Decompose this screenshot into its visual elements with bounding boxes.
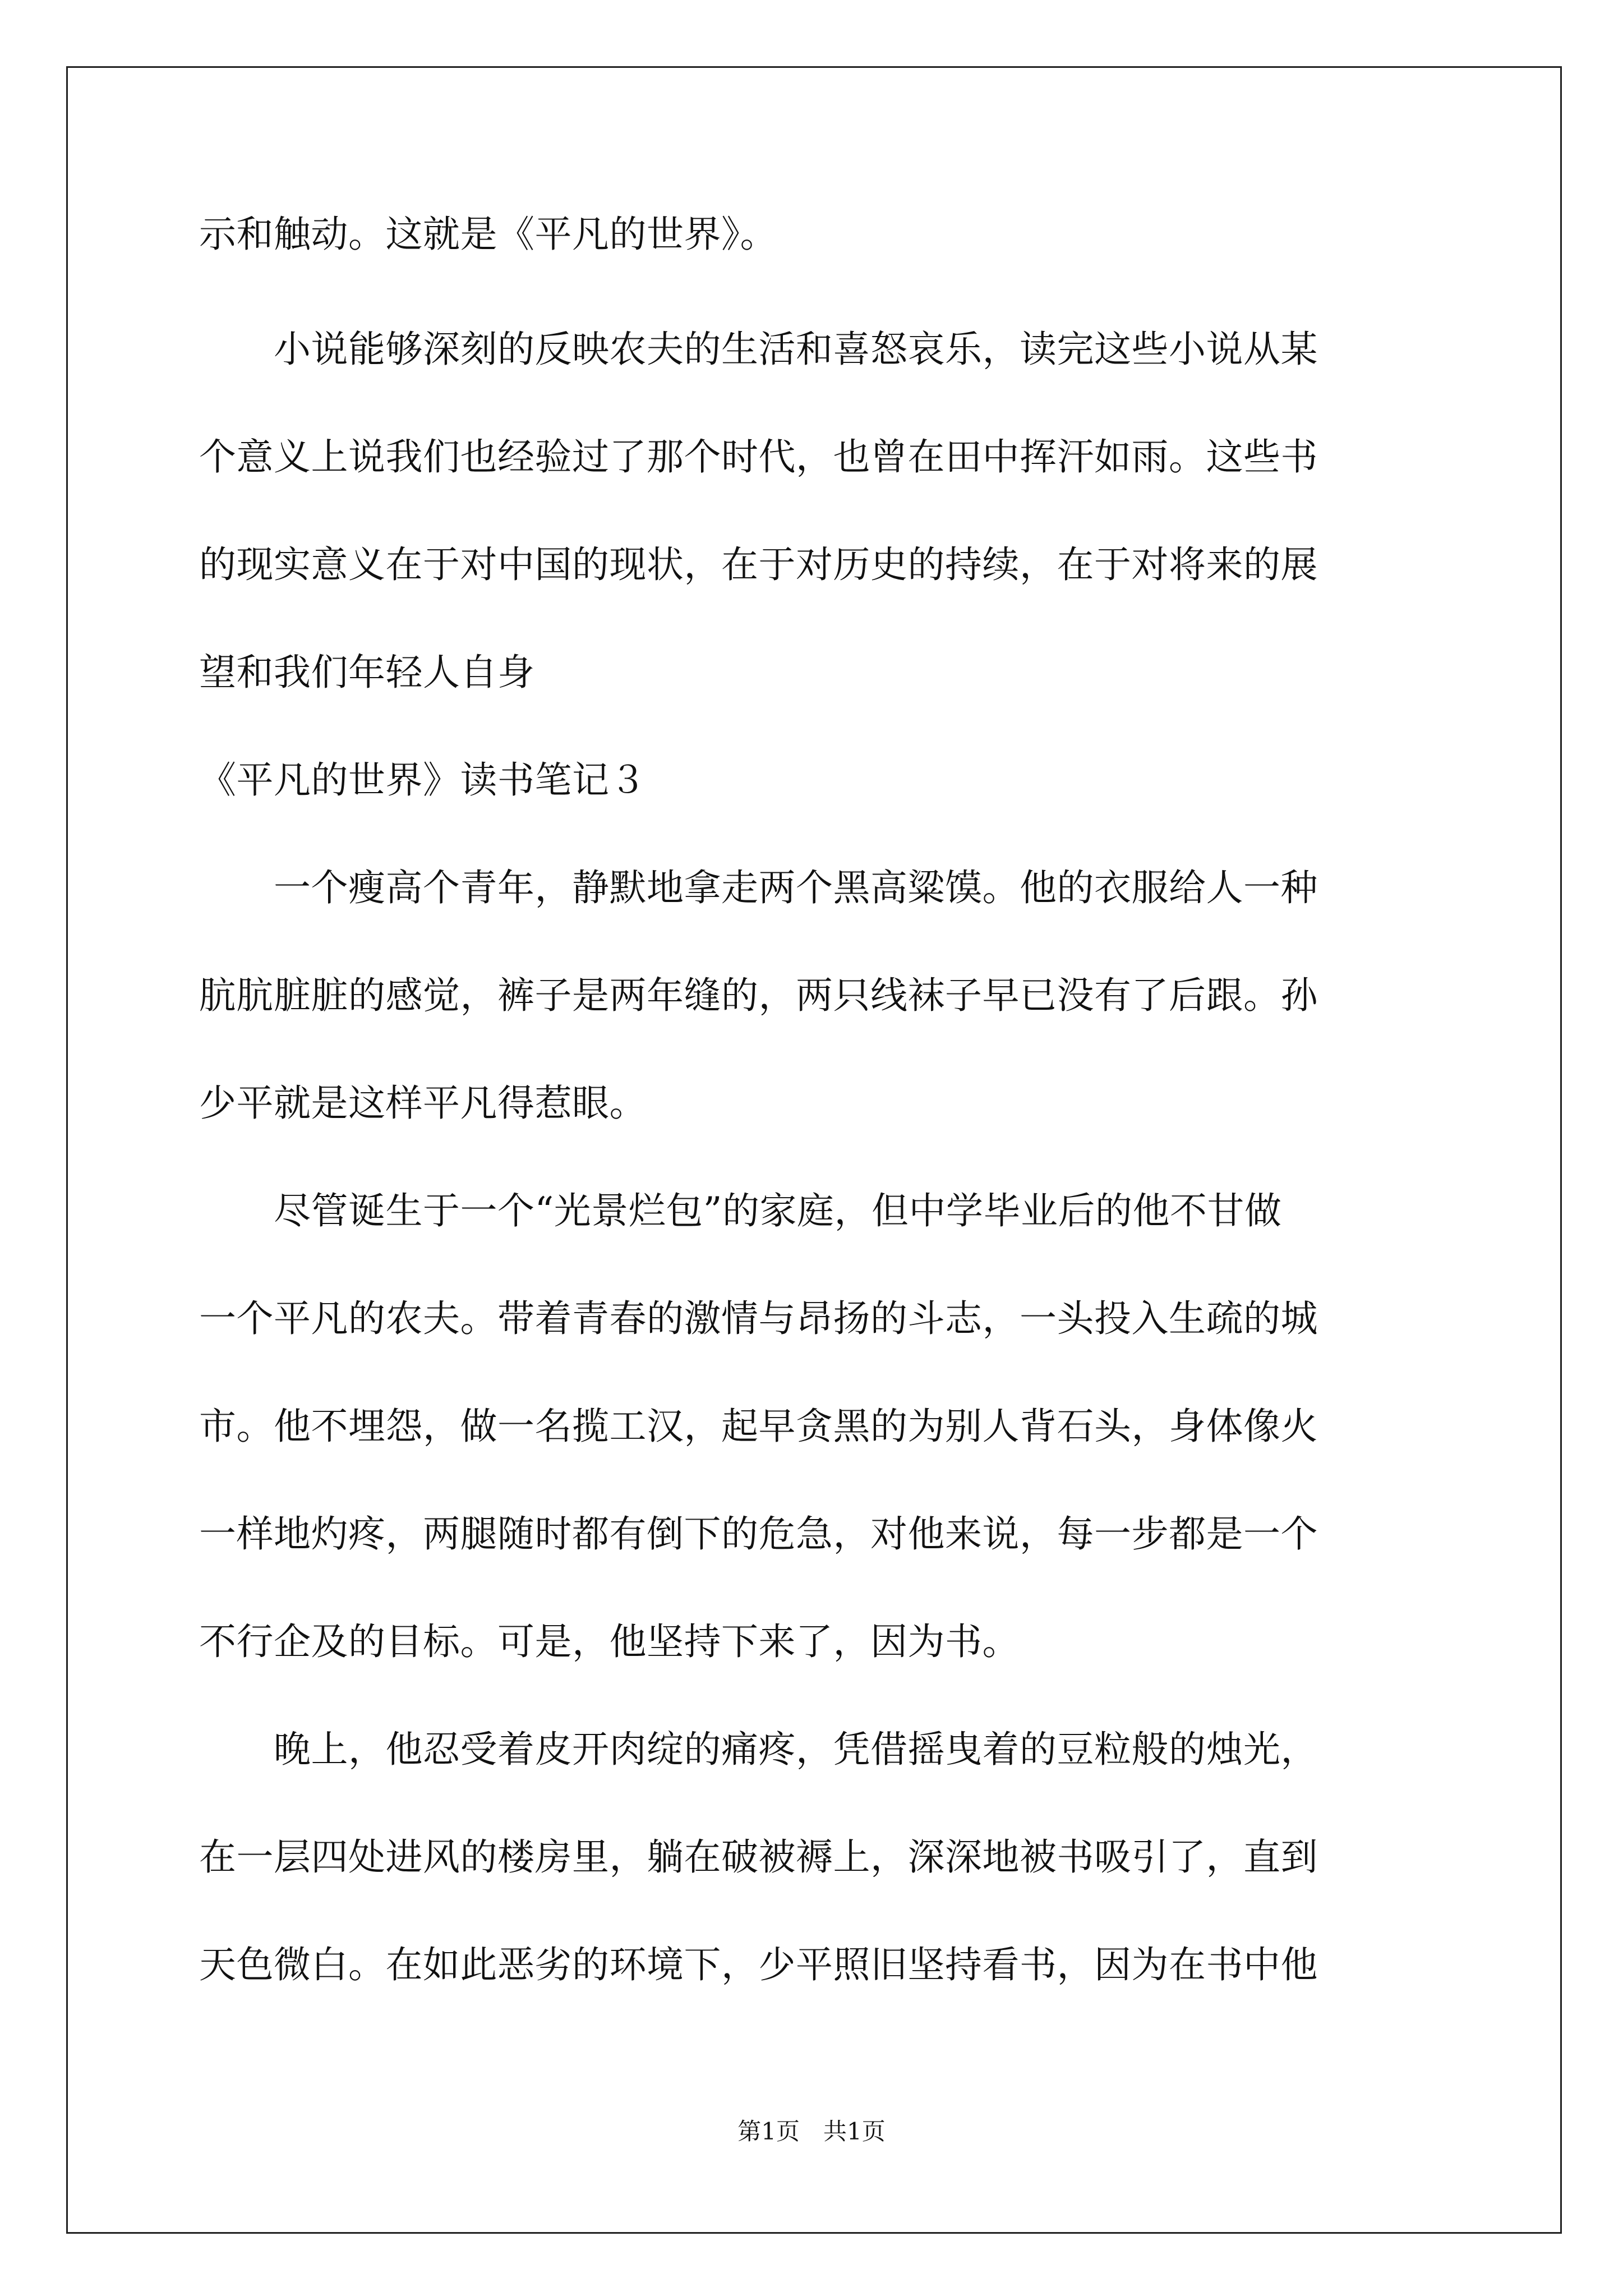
text-line: 晚上，他忍受着皮开肉绽的痛疼，凭借摇曳着的豆粒般的烛光， [199,1728,1318,1771]
text-line: 一个瘦高个青年，静默地拿走两个黑高粱馍。他的衣服给人一种 [199,866,1318,909]
text-line: 示和触动。这就是《平凡的世界》。 [199,213,777,256]
text-line: 天色微白。在如此恶劣的环境下，少平照旧坚持看书，因为在书中他 [199,1943,1318,1986]
text-line: 小说能够深刻的反映农夫的生活和喜怒哀乐，读完这些小说从某 [199,328,1318,371]
text-line: 望和我们年轻人自身 [199,651,535,694]
text-line: 个意义上说我们也经验过了那个时代，也曾在田中挥汗如雨。这些书 [199,435,1318,478]
text-line: 市。他不埋怨，做一名揽工汉，起早贪黑的为别人背石头，身体像火 [199,1405,1318,1448]
page-border [66,66,1562,2234]
text-line: 少平就是这样平凡得惹眼。 [199,1082,647,1125]
text-line: 肮肮脏脏的感觉，裤子是两年缝的，两只线袜子早已没有了后跟。孙 [199,974,1318,1017]
section-heading: 《平凡的世界》读书笔记３ [199,758,647,802]
text-line: 的现实意义在于对中国的现状，在于对历史的持续，在于对将来的展 [199,543,1318,586]
text-line: 一样地灼疼，两腿随时都有倒下的危急，对他来说，每一步都是一个 [199,1512,1318,1556]
text-line: 不行企及的目标。可是，他坚持下来了，因为书。 [199,1620,1020,1663]
text-line: 尽管诞生于一个“光景烂包”的家庭，但中学毕业后的他不甘做 [199,1189,1282,1232]
text-line: 一个平凡的农夫。带着青春的激情与昂扬的斗志，一头投入生疏的城 [199,1297,1318,1340]
page-footer: 第1页 共1页 [737,2118,886,2145]
text-line: 在一层四处进风的楼房里，躺在破被褥上，深深地被书吸引了，直到 [199,1835,1318,1879]
